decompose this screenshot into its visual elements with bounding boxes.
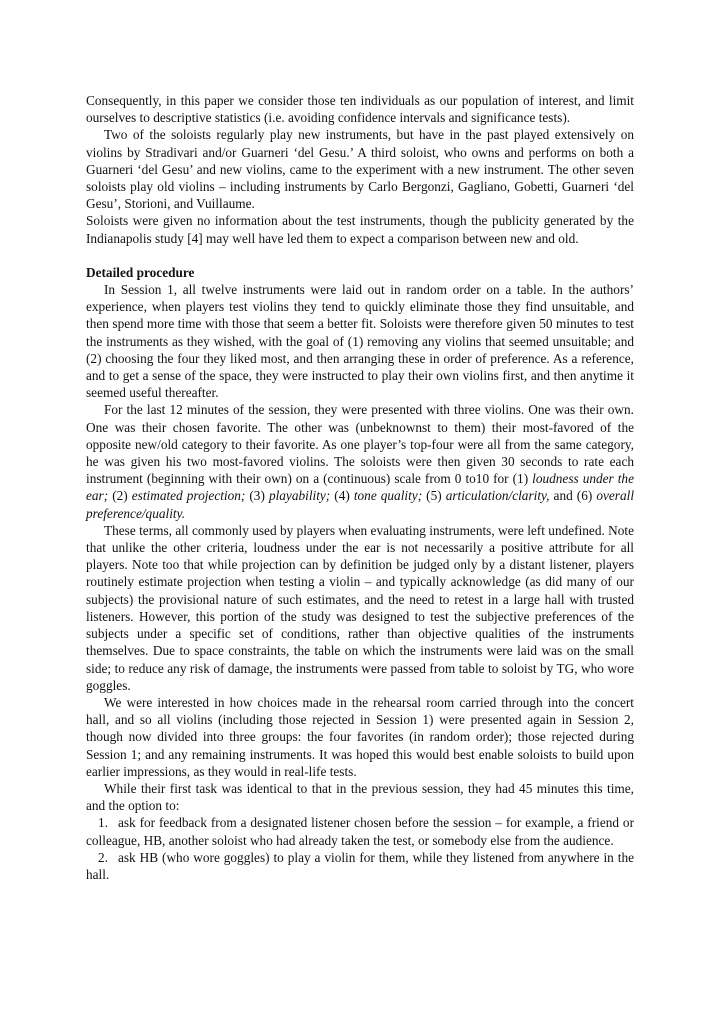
rating-text-c: (3) [245, 488, 269, 504]
paragraph-soloists: Two of the soloists regularly play new instruments, but have in the past played extensively on violins by Stradivari and/or Guarneri ‘del Gesu.’ A third soloist, who owns and performs on both a Guarneri ‘del Gesu’ and new violins, came to the experiment with a new instrument. The other seven soloists play old violins – including instruments by Carlo Bergonzi, Gagliano, Gobetti, Guarneri ‘del Gesu’, Storioni, and Vuillaume. [86, 127, 634, 212]
list-number: 1. [98, 815, 108, 831]
list-item [86, 849, 634, 883]
rating-text-b: (2) [108, 488, 132, 504]
paragraph-information: Soloists were given no information about the test instruments, though the publicity generated by the Indianapolis study [4] may well have led them to expect a comparison between new and old. [86, 213, 634, 246]
rating-text-e: (5) [422, 488, 446, 504]
paragraph-first-task: While their first task was identical to that in the previous session, they had 45 minutes this time, and the option to: [86, 780, 634, 814]
criterion-projection: estimated projection; [131, 488, 246, 504]
list-text: ask for feedback from a designated listener chosen before the session – for example, a friend or colleague, HB, another soloist who had already taken the test, or somebody else from the audience. [86, 815, 634, 848]
paragraph-population: Consequently, in this paper we consider those ten individuals as our population of interest, and limit ourselves to descriptive statistics (i.e. avoiding confidence intervals and significance tests). [86, 93, 634, 126]
list-number: 2. [98, 849, 108, 865]
criterion-articulation: articulation/clarity, [445, 488, 550, 504]
rating-text-f: and (6) [549, 488, 597, 504]
criterion-loudness: loudness under the ear; [86, 471, 634, 504]
paragraph-terms: These terms, all commonly used by players when evaluating instruments, were left undefined. Note that unlike the other criteria, loudness under the ear is not necessarily a positive attribute for all players. Note too that while projection can by definition be judged only by a distant listener, players routinely estimate projection when testing a violin – and typically acknowledge (as did many of our subjects) the provisional nature of such estimates, and the need to retest in a large hall with trusted listeners. However, this portion of the study was designed to test the subjective preferences of the subjects under a specific set of conditions, rather than objective qualities of the instruments themselves. Due to space constraints, the table on which the instruments were laid was on the small side; to reduce any risk of damage, the instruments were passed from table to soloist by TG, who wore goggles. [86, 522, 634, 693]
document-page [86, 92, 634, 883]
criterion-tone-quality: tone quality; [353, 488, 423, 504]
criterion-overall: overall preference/quality. [86, 488, 635, 521]
list-item [86, 814, 634, 848]
rating-text-d: (4) [330, 488, 354, 504]
criterion-playability: playability; [268, 488, 331, 504]
section-heading: Detailed procedure [86, 264, 195, 280]
paragraph-rating [86, 401, 634, 521]
rating-text-a: For the last 12 minutes of the session, they were presented with three violins. One was their own. One was their chosen favorite. The other was (unbeknownst to them) their most-favored of the opposite new/old category to their favorite. As one player’s top-four were all from the same category, he was given his two most-favored violins. The soloists were then given 30 seconds to rate each instrument (beginning with their own) on a (continuous) scale from 0 to10 for (1) [86, 402, 634, 487]
paragraph-session-2: We were interested in how choices made in the rehearsal room carried through into the concert hall, and so all violins (including those rejected in Session 1) were presented again in Session 2, though now divided into three groups: the four favorites (in random order); those rejected during Session 1; and any remaining instruments. It was hoped this would best enable soloists to build upon earlier impressions, as they would in real-life tests. [86, 694, 634, 779]
paragraph-session-1: In Session 1, all twelve instruments were laid out in random order on a table. In the authors’ experience, when players test violins they tend to quickly eliminate those they find unsuitable, and then spend more time with those that seem a better fit. Soloists were therefore given 50 minutes to test the instruments as they wished, with the goal of (1) removing any violins that seemed unsuitable; and (2) choosing the four they liked most, and then arranging these in order of preference. As a reference, and to get a sense of the space, they were instructed to play their own violins first, and then anytime it seemed useful thereafter. [86, 282, 634, 401]
list-text: ask HB (who wore goggles) to play a violin for them, while they listened from anywhere in the hall. [86, 849, 634, 882]
